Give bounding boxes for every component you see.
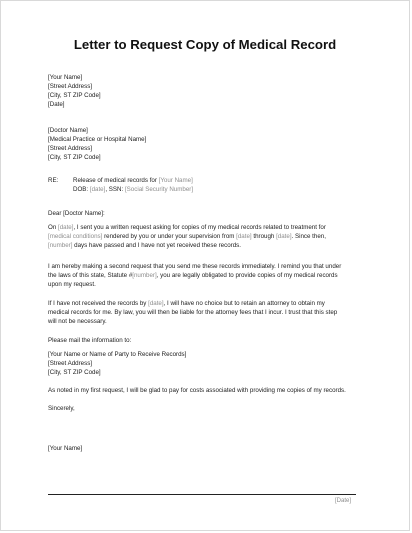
p2-line-3: upon my request. (48, 281, 96, 289)
p1-text: . Since then, (291, 233, 326, 241)
signature-name: [Your Name] (48, 445, 83, 452)
re-dob-label: DOB: (73, 186, 90, 194)
p2-placeholder-number: [number] (132, 272, 157, 280)
p2-text: , you are legally obligated to provide copies of my medical records (156, 272, 338, 280)
re-dob-placeholder: [date] (89, 186, 106, 194)
mail-to-street: [Street Address] (48, 360, 93, 368)
p1-text: On (48, 224, 58, 231)
re-label: RE: (48, 177, 59, 184)
p3-placeholder-date: [date] (148, 300, 164, 307)
document-title: Letter to Request Copy of Medical Record (73, 37, 337, 52)
p1-placeholder-conditions: [medical conditions] (48, 233, 103, 241)
footer-rule (48, 494, 356, 495)
re-subject (73, 176, 193, 185)
p3-text: , I will have no choice but to retain an attorney to obtain my (163, 300, 325, 307)
mail-intro (48, 336, 368, 345)
p3-line-2: medical records for me. By law, you will then be liable for the attorney fees that I incur. I trust that this step (48, 309, 338, 317)
sender-name: [Your Name] (48, 74, 83, 81)
sender-address (48, 73, 368, 109)
p1-line-2 (48, 232, 368, 241)
paragraph-1 (48, 223, 368, 250)
footer-date: [Date] (334, 498, 351, 504)
sender-city: [City, ST ZIP Code] (48, 92, 101, 100)
paragraph-3 (48, 299, 368, 326)
p2-line-1: I am hereby making a second request that you send me these records immediately. I remind you that under (48, 263, 342, 270)
recipient-street: [Street Address] (48, 145, 93, 153)
p1-text: rendered by you or under your supervision from (102, 233, 237, 241)
p1-placeholder-date: [date] (276, 233, 292, 241)
p1-line-1 (48, 223, 368, 232)
recipient-practice: [Medical Practice or Hospital Name] (48, 136, 147, 144)
p1-placeholder-number: [number] (48, 242, 73, 250)
p2-text: the laws of this state, Statute # (48, 272, 133, 280)
p3-text: If I have not received the records by (48, 300, 149, 307)
mail-to-name: [Your Name or Name of Party to Receive Records] (48, 351, 187, 358)
re-ssn-label: , SSN: (105, 186, 125, 194)
p2-line-2 (48, 271, 368, 280)
re-ssn-placeholder: [Social Security Number] (124, 186, 194, 194)
p1-text: , I sent you a written request asking for copies of my medical records related to treatment for (73, 224, 326, 231)
mail-to-address (48, 350, 368, 377)
p1-line-3 (48, 241, 368, 250)
recipient-address (48, 126, 368, 162)
paragraph-4 (48, 386, 368, 395)
signature (48, 444, 368, 453)
sender-street: [Street Address] (48, 83, 93, 91)
re-subject-text: Release of medical records for (73, 177, 159, 184)
p3-line-3: will not be necessary. (48, 318, 107, 326)
paragraph-2 (48, 262, 368, 289)
p1-placeholder-date: [date] (57, 224, 74, 231)
p3-line-1 (48, 299, 368, 308)
re-line (48, 176, 368, 196)
closing-text: Sincerely, (48, 405, 75, 412)
recipient-name: [Doctor Name] (48, 127, 88, 134)
p1-text: days have passed and I have not yet received these records. (72, 242, 241, 250)
salutation (48, 209, 368, 218)
p1-text: through (251, 233, 277, 241)
p1-placeholder-date: [date] (236, 233, 252, 241)
re-subject-placeholder: [Your Name] (158, 177, 193, 184)
closing (48, 404, 368, 413)
re-identifiers (73, 185, 193, 194)
mail-to-city: [City, ST ZIP Code] (48, 369, 101, 377)
recipient-city: [City, ST ZIP Code] (48, 154, 101, 162)
salutation-text: Dear [Doctor Name]: (48, 210, 105, 217)
p4-text: As noted in my first request, I will be glad to pay for costs associated with providing me copies of my records. (48, 387, 346, 394)
mail-intro-text: Please mail the information to: (48, 337, 132, 344)
sender-date: [Date] (48, 101, 65, 109)
